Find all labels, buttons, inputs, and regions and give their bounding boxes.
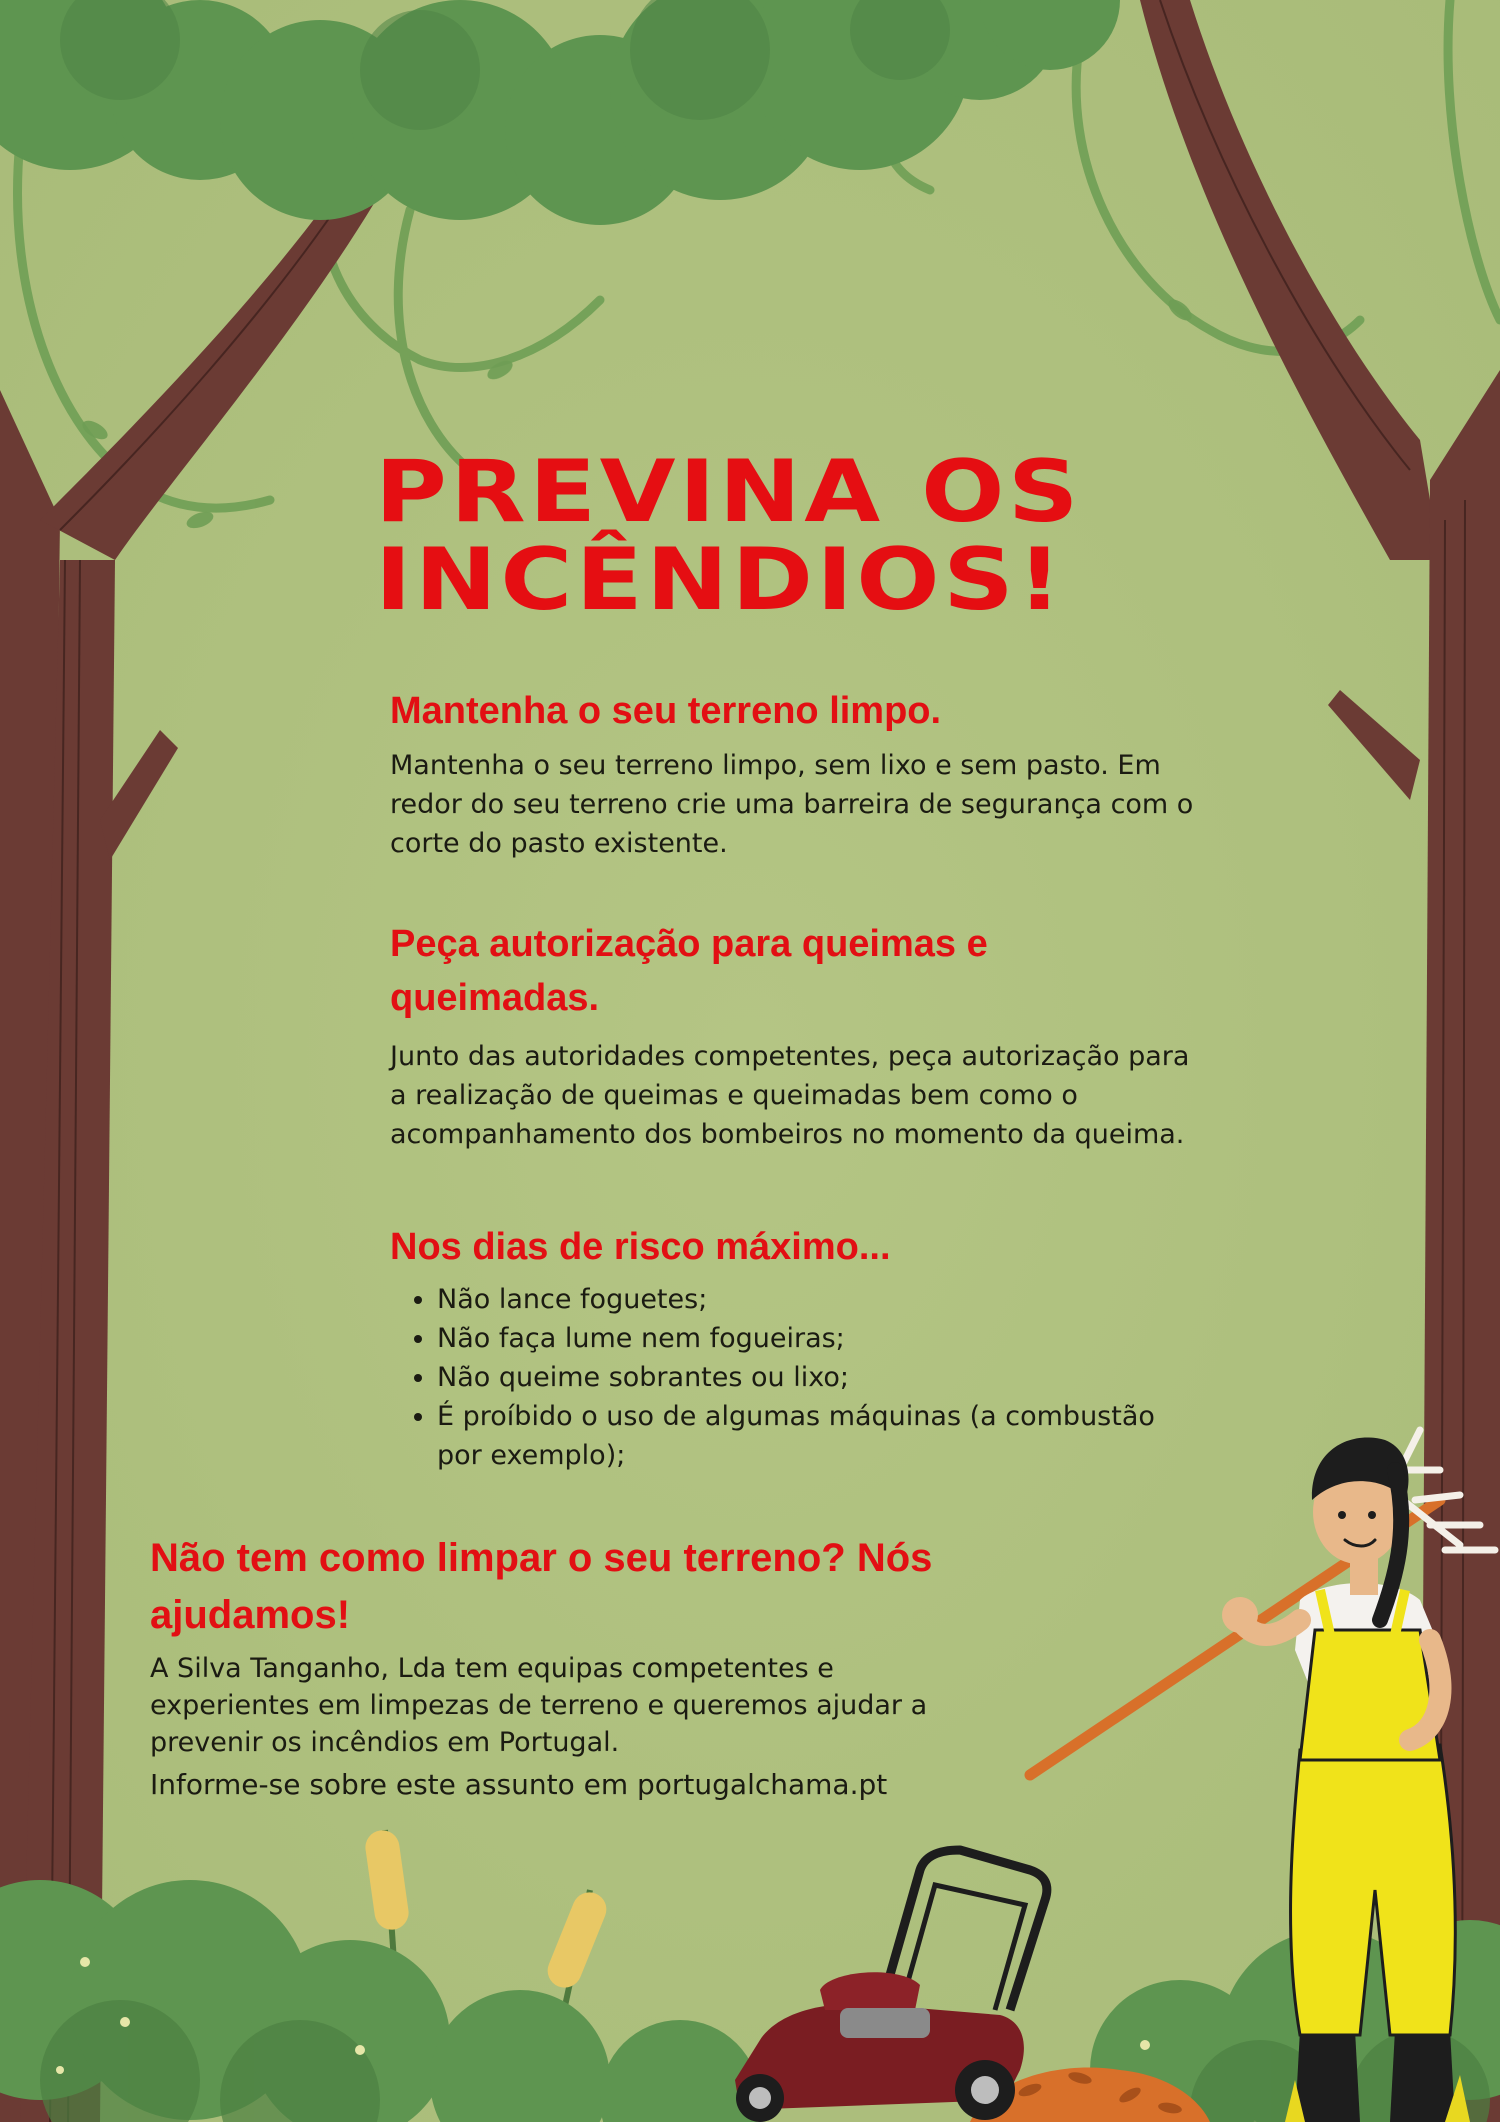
list-item: • É proíbido o uso de algumas máquinas (a combustão por exemplo); <box>437 1397 1190 1475</box>
list-item: • Não lance foguetes; <box>437 1280 1190 1319</box>
section-authorization <box>390 917 1190 1154</box>
section-help <box>150 1530 1030 1804</box>
help-heading: Não tem como limpar o seu terreno? Nós ajudamos! <box>150 1536 933 1637</box>
section-max-risk <box>390 1220 1190 1475</box>
section-text: Junto das autoridades competentes, peça autorização para a realização de queimas e queimadas bem como o acompanhamento dos bombeiros no momento da queima. <box>390 1041 1190 1150</box>
title-line-1: PREVINA OS <box>375 442 1082 542</box>
section-heading: Peça autorização para queimas e queimadas. <box>390 923 988 1019</box>
list-item: • Não faça lume nem fogueiras; <box>437 1319 1190 1358</box>
section-heading: Nos dias de risco máximo... <box>390 1226 891 1268</box>
section-text: Mantenha o seu terreno limpo, sem lixo e sem pasto. Em redor do seu terreno crie uma barreira de segurança com o corte do pasto existente. <box>390 750 1194 859</box>
section-clean-land <box>390 684 1220 863</box>
page-title <box>375 442 1500 630</box>
help-info: Informe-se sobre este assunto em portugalchama.pt <box>150 1768 888 1801</box>
help-text: A Silva Tanganho, Lda tem equipas competentes e experientes em limpezas de terreno e queremos ajudar a prevenir os incêndios em Portugal. <box>150 1653 928 1758</box>
section-heading: Mantenha o seu terreno limpo. <box>390 690 942 732</box>
risk-list <box>390 1280 1190 1475</box>
title-line-2: INCÊNDIOS! <box>375 530 1066 630</box>
list-item: • Não queime sobrantes ou lixo; <box>437 1358 1190 1397</box>
